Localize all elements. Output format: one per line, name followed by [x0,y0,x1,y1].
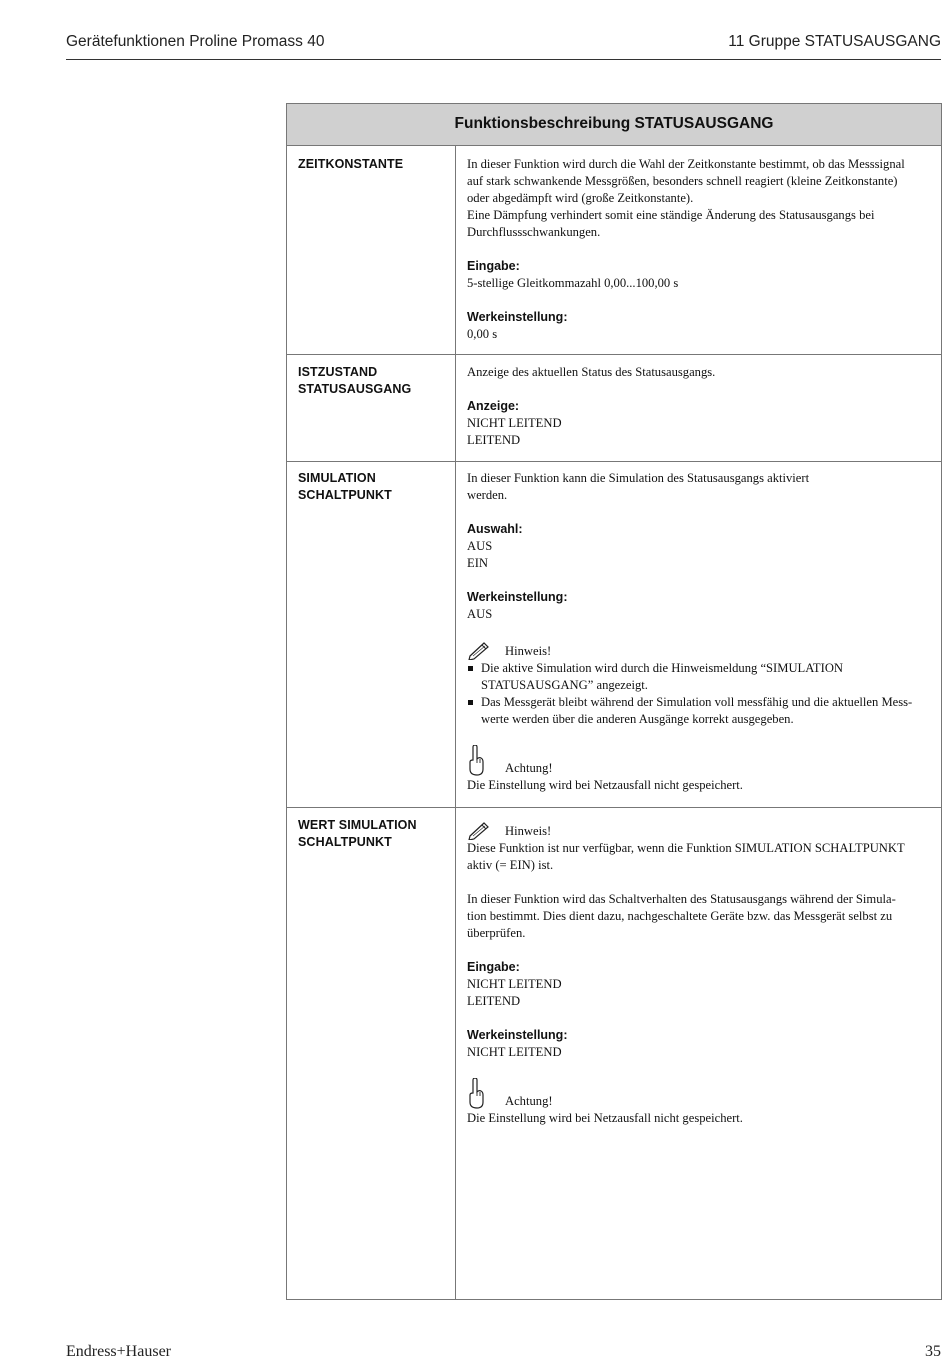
function-name-wert-simulation [298,817,448,851]
description-line: oder abgedämpft wird (große Zeitkonstante). [467,191,694,205]
description-line: Anzeige des aktuellen Status des Statusausgangs. [467,365,716,379]
function-name-line: WERT SIMULATION [298,818,417,832]
select-option: EIN [467,556,488,570]
note-bullet [467,694,933,728]
note-bullet-line: STATUSAUSGANG” angezeigt. [481,678,648,692]
input-value: 5-stellige Gleitkommazahl 0,00...100,00 s [467,276,679,290]
pointing-hand-icon [467,1078,505,1110]
caution-text: Die Einstellung wird bei Netzausfall nicht gespeichert. [467,778,743,792]
default-label: Werkeinstellung: [467,310,568,324]
note-bullet-line: werte werden über die anderen Ausgänge korrekt ausgegeben. [481,712,794,726]
function-description-wert-simulation [467,820,933,1127]
description-line: auf stark schwankende Messgrößen, besonders schnell reagiert (kleine Zeitkonstante) [467,174,898,188]
input-label: Eingabe: [467,259,520,273]
header-rule [66,59,941,60]
caution-label: Achtung! [505,1094,553,1108]
description-line: In dieser Funktion kann die Simulation des Statusausgangs aktiviert [467,471,810,485]
default-value: AUS [467,607,493,621]
function-name-line: ZEITKONSTANTE [298,157,404,171]
caution-heading [467,745,933,777]
description-line: überprüfen. [467,926,526,940]
default-value: NICHT LEITEND [467,1045,562,1059]
function-name-line: SIMULATION [298,471,376,485]
default-label: Werkeinstellung: [467,1028,568,1042]
note-text-line: aktiv (= EIN) ist. [467,858,554,872]
page-number: 35 [925,1343,941,1360]
note-bullet-line: Das Messgerät bleibt während der Simulation voll messfähig und die aktuellen Mess- [481,695,913,709]
description-line: tion bestimmt. Dies dient dazu, nachgeschaltete Geräte bzw. das Messgerät selbst zu [467,909,893,923]
description-line: In dieser Funktion wird das Schaltverhalten des Statusausgangs während der Simula- [467,892,896,906]
default-value: 0,00 s [467,327,498,341]
note-label: Hinweis! [505,824,552,838]
pencil-icon [467,640,505,660]
row-divider [287,807,941,808]
function-description-istzustand [467,364,933,449]
note-text-line: Diese Funktion ist nur verfügbar, wenn die Funktion SIMULATION SCHALTPUNKT [467,841,905,855]
table-title: Funktionsbeschreibung STATUSAUSGANG [287,104,941,146]
input-label: Eingabe: [467,960,520,974]
note-heading [467,640,933,660]
note-heading [467,820,933,840]
note-bullet [467,660,933,694]
description-line: In dieser Funktion wird durch die Wahl der Zeitkonstante bestimmt, ob das Messsignal [467,157,905,171]
display-label: Anzeige: [467,399,520,413]
function-name-line: STATUSAUSGANG [298,382,412,396]
description-line: Durchflussschwankungen. [467,225,601,239]
select-option: AUS [467,539,493,553]
caution-label: Achtung! [505,761,553,775]
note-bullet-line: Die aktive Simulation wird durch die Hinweismeldung “SIMULATION [481,661,844,675]
caution-text: Die Einstellung wird bei Netzausfall nicht gespeichert. [467,1111,743,1125]
function-name-line: SCHALTPUNKT [298,835,392,849]
description-line: werden. [467,488,508,502]
function-name-zeitkonstante [298,156,448,173]
description-line: Eine Dämpfung verhindert somit eine ständige Änderung des Statusausgangs bei [467,208,875,222]
column-divider [455,146,456,1299]
row-divider [287,354,941,355]
function-description-zeitkonstante [467,156,933,343]
select-label: Auswahl: [467,522,523,536]
running-header-right: 11 Gruppe STATUSAUSGANG [728,33,941,50]
function-name-istzustand [298,364,448,398]
function-description-simulation-schaltpunkt [467,470,933,794]
running-header-left: Gerätefunktionen Proline Promass 40 [66,33,325,50]
function-name-line: ISTZUSTAND [298,365,378,379]
function-name-simulation-schaltpunkt [298,470,448,504]
row-divider [287,461,941,462]
input-option: LEITEND [467,994,521,1008]
input-option: NICHT LEITEND [467,977,562,991]
function-name-line: SCHALTPUNKT [298,488,392,502]
function-table [286,103,942,1300]
display-value: LEITEND [467,433,521,447]
note-label: Hinweis! [505,644,552,658]
footer-brand: Endress+Hauser [66,1343,171,1360]
pointing-hand-icon [467,745,505,777]
pencil-icon [467,820,505,840]
display-value: NICHT LEITEND [467,416,562,430]
caution-heading [467,1078,933,1110]
default-label: Werkeinstellung: [467,590,568,604]
